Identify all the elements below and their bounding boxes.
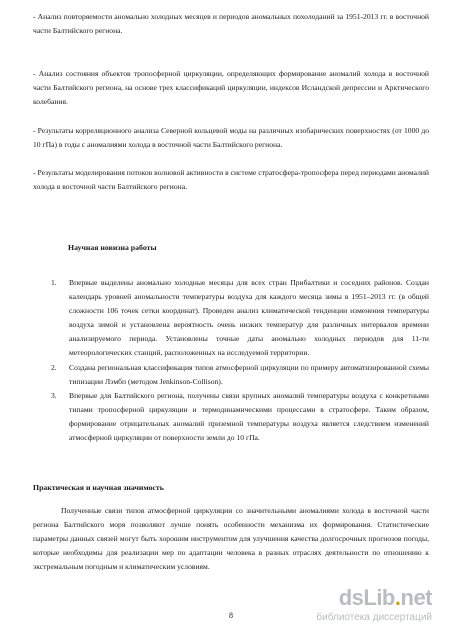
intro-item-1: - Анализ повторяемости аномально холодных месяцев и периодов аномальных похолоданий за 1951-2013 гг. в восточной части Балтийского региона.	[33, 12, 429, 36]
page-number: 8	[229, 611, 233, 620]
novelty-item-text: Впервые для Балтийского региона, получены связи крупных аномалий температуры воздуха с конкретными типами тропосферной циркуляции и термодинамическими процессами в стратосфере. Таким образом, формирование отрицательных аномалий приземной температуры воздуха является следствием изменений атмосферной циркуляции от поверхности земли до 10 гПа.	[69, 390, 429, 443]
watermark-subtitle: библиотека диссертаций	[316, 612, 432, 623]
novelty-item-number: 3.	[51, 390, 57, 400]
watermark-logo-dot: .	[394, 585, 401, 610]
novelty-item	[33, 361, 429, 389]
novelty-item-number: 1.	[51, 278, 57, 287]
novelty-item	[33, 276, 429, 361]
significance-paragraph: Полученные связи типов атмосферной циркуляции со значительными аномалиями холода в восточной части региона Балтийского моря позволяют лучше понять особенности механизма их формирования. Статистические параметры данных связей могут быть хорошим инструментом для улучшения качества долгосрочных прогнозов погоды, которые необходимы для реализации мер по адаптации человека в разных отраслях деятельности по отношению к экстремальным погодным и климатическим условиям.	[33, 506, 429, 572]
watermark-logo-main: dsLib	[338, 585, 395, 610]
watermark-logo-text	[339, 586, 432, 610]
novelty-item-number: 2.	[51, 362, 57, 372]
novelty-list	[33, 276, 429, 445]
intro-item-2: - Анализ состояния объектов тропосферной циркуляции, определяющих формирование аномалий холода в восточной части Балтийского региона, на основе трех классификаций циркуляции, индексов Исландской депрессии и Арктического колебания.	[33, 69, 429, 107]
novelty-item-text: Создана региональная классификация типов атмосферной циркуляции по примеру автоматизированной схемы типизации Лэмбп (методом Jenkinson-Collison).	[69, 362, 429, 386]
intro-item-3: - Результаты корреляционного анализа Северной кольцевой моды на различных изобарических поверхностях (от 1000 до 10 гПа) в годы с аномалиями холода в восточной части Балтийского региона.	[33, 126, 429, 150]
intro-item-4: - Результаты моделирования потоков волновой активности в системе стратосфера-тропосфера перед периодами аномалий холода в восточной части Балтийского региона.	[33, 168, 429, 192]
watermark-logo-tld: net	[400, 585, 432, 610]
watermark-logo	[312, 586, 432, 630]
novelty-item-text: Впервые выделены аномально холодные месяцы для всех стран Прибалтики и соседних районов. Создан календарь уровней аномальности температуры воздуха для каждого месяца зимы в 1951–2013 гг. (в общей сложности 106 точек сетки координат). Проведен анализ климатической тенденции изменения температуры воздуха зимой и установлена вероятность очень низких температур для различных интервалов времени анализируемого периода. Установлены точные даты аномально холодных периодов для 11-ти метеорологических станций, расположенных на исследуемой территории.	[69, 278, 429, 358]
novelty-item	[33, 389, 429, 445]
significance-heading: Практическая и научная значимость	[33, 483, 164, 492]
novelty-heading: Научная новизна работы	[68, 243, 157, 252]
